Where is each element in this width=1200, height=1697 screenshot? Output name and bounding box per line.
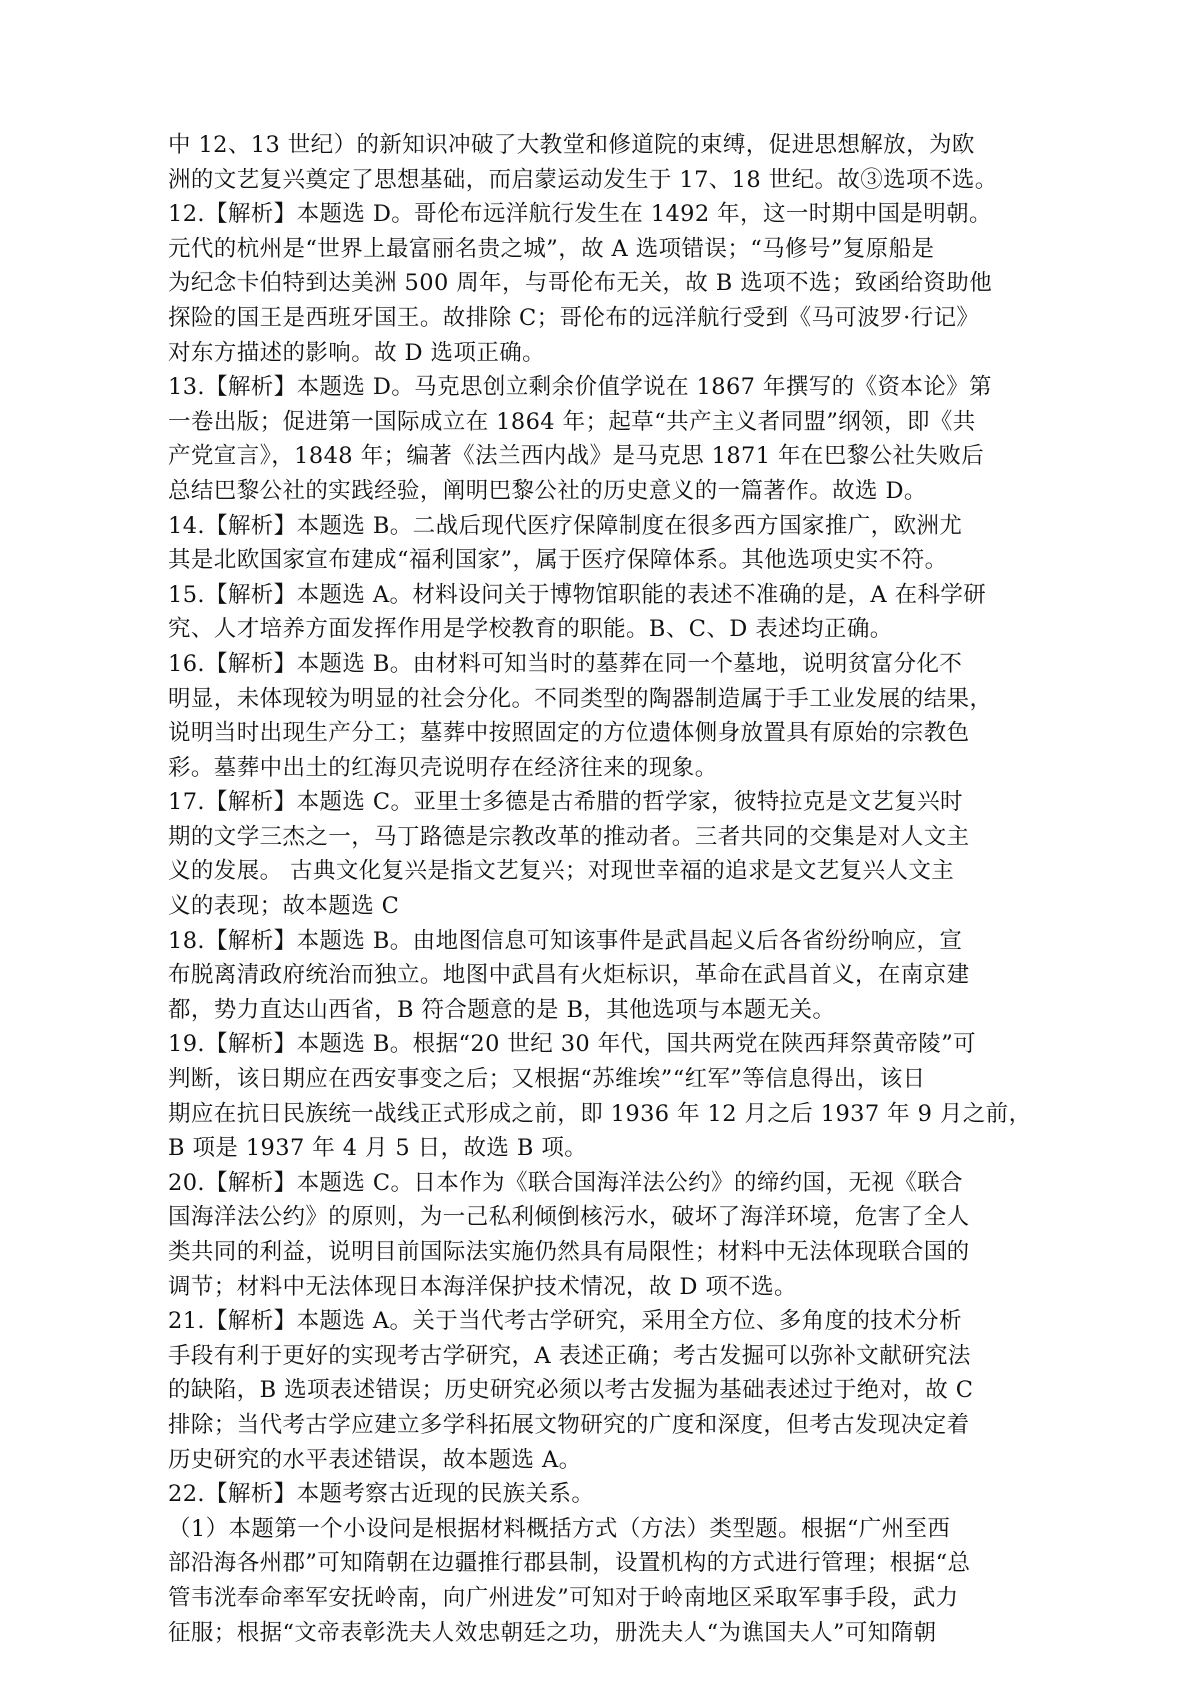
text-line: 义的发展。 古典文化复兴是指文艺复兴；对现世幸福的追求是文艺复兴人文主 bbox=[168, 858, 955, 885]
text-line: 总结巴黎公社的实践经验，阐明巴黎公社的历史意义的一篇著作。故选 D。 bbox=[168, 477, 927, 504]
question-14-analysis: 14.【解析】本题选 B。二战后现代医疗保障制度在很多西方国家推广，欧洲尤 bbox=[168, 512, 963, 539]
question-16-analysis: 16.【解析】本题选 B。由材料可知当时的墓葬在同一个墓地，说明贫富分化不 bbox=[168, 650, 963, 677]
answer-analysis-text bbox=[168, 128, 1038, 1650]
text-line: 历史研究的水平表述错误，故本题选 A。 bbox=[168, 1446, 582, 1473]
question-18-analysis: 18.【解析】本题选 B。由地图信息可知该事件是武昌起义后各省纷纷响应，宣 bbox=[168, 927, 963, 954]
text-line: 国海洋法公约》的原则，为一己私利倾倒核污水，破坏了海洋环境，危害了全人 bbox=[168, 1204, 970, 1231]
text-line: 调节；材料中无法体现日本海洋保护技术情况，故 D 项不选。 bbox=[168, 1273, 797, 1300]
text-line: 布脱离清政府统治而独立。地图中武昌有火炬标识，革命在武昌首义，在南京建 bbox=[168, 962, 970, 989]
text-line: 彩。墓葬中出土的红海贝壳说明存在经济往来的现象。 bbox=[168, 754, 718, 781]
question-19-analysis: 19.【解析】本题选 B。根据“20 世纪 30 年代，国共两党在陕西拜祭黄帝陵”可 bbox=[168, 1031, 976, 1058]
text-line: 一卷出版；促进第一国际成立在 1864 年；起草“共产主义者同盟”纲领，即《共 bbox=[168, 408, 976, 435]
text-line: 中 12、13 世纪）的新知识冲破了大教堂和修道院的束缚，促进思想解放，为欧 bbox=[168, 132, 975, 158]
question-20-analysis: 20.【解析】本题选 C。日本作为《联合国海洋法公约》的缔约国，无视《联合 bbox=[168, 1169, 963, 1196]
text-line: 明显，未体现较为明显的社会分化。不同类型的陶器制造属于手工业发展的结果， bbox=[168, 685, 993, 712]
text-line: 产党宣言》，1848 年；编著《法兰西内战》是马克思 1871 年在巴黎公社失败后 bbox=[168, 443, 985, 470]
text-line: 说明当时出现生产分工；墓葬中按照固定的方位遗体侧身放置具有原始的宗教色 bbox=[168, 720, 970, 747]
text-line: 其是北欧国家宣布建成“福利国家”，属于医疗保障体系。其他选项史实不符。 bbox=[168, 547, 948, 574]
question-12-analysis: 12.【解析】本题选 D。哥伦布远洋航行发生在 1492 年，这一时期中国是明朝。 bbox=[168, 201, 992, 228]
text-line: 征服；根据“文帝表彰洗夫人效忠朝廷之功，册洗夫人“为谯国夫人”可知隋朝 bbox=[168, 1619, 937, 1646]
text-line: 为纪念卡伯特到达美洲 500 周年，与哥伦布无关，故 B 选项不选；致函给资助他 bbox=[168, 270, 993, 297]
text-line: 排除；当代考古学应建立多学科拓展文物研究的广度和深度，但考古发现决定着 bbox=[168, 1411, 970, 1438]
text-line: 手段有利于更好的实现考古学研究，A 表述正确；考古发掘可以弥补文献研究法 bbox=[168, 1342, 971, 1369]
text-line: 期的文学三杰之一，马丁路德是宗教改革的推动者。三者共同的交集是对人文主 bbox=[168, 823, 970, 850]
text-line: 义的表现；故本题选 C bbox=[168, 893, 400, 920]
question-15-analysis: 15.【解析】本题选 A。材料设问关于博物馆职能的表述不准确的是，A 在科学研 bbox=[168, 581, 987, 608]
text-line: B 项是 1937 年 4 月 5 日，故选 B 项。 bbox=[168, 1135, 588, 1162]
text-line: 的缺陷，B 选项表述错误；历史研究必须以考古发掘为基础表述过于绝对，故 C bbox=[168, 1377, 974, 1404]
text-line: 都，势力直达山西省，B 符合题意的是 B，其他选项与本题无关。 bbox=[168, 996, 836, 1023]
text-line: 部沿海各州郡”可知隋朝在边疆推行郡县制，设置机构的方式进行管理；根据“总 bbox=[168, 1550, 971, 1577]
text-line: 洲的文艺复兴奠定了思想基础，而启蒙运动发生于 17、18 世纪。故③选项不选。 bbox=[168, 166, 998, 193]
question-13-analysis: 13.【解析】本题选 D。马克思创立剩余价值学说在 1867 年撰写的《资本论》第 bbox=[168, 374, 992, 401]
text-line: 对东方描述的影响。故 D 选项正确。 bbox=[168, 339, 546, 366]
question-22-analysis: 22.【解析】本题考察古近现的民族关系。 bbox=[168, 1481, 595, 1508]
text-line: 究、人才培养方面发挥作用是学校教育的职能。B、C、D 表述均正确。 bbox=[168, 616, 893, 643]
question-21-analysis: 21.【解析】本题选 A。关于当代考古学研究，采用全方位、多角度的技术分析 bbox=[168, 1308, 962, 1335]
text-line: 类共同的利益，说明目前国际法实施仍然具有局限性；材料中无法体现联合国的 bbox=[168, 1239, 970, 1265]
text-line: 判断，该日期应在西安事变之后；又根据“苏维埃”“红军”等信息得出，该日 bbox=[168, 1066, 926, 1093]
text-line: 探险的国王是西班牙国王。故排除 C；哥伦布的远洋航行受到《马可波罗·行记》 bbox=[168, 304, 980, 331]
sub-question-1: （1）本题第一个小设问是根据材料概括方式（方法）类型题。根据“广州至西 bbox=[168, 1515, 951, 1542]
text-line: 管韦洸奉命率军安抚岭南，向广州进发”可知对于岭南地区采取军事手段，武力 bbox=[168, 1584, 959, 1611]
text-line: 元代的杭州是“世界上最富丽名贵之城”，故 A 选项错误；“马修号”复原船是 bbox=[168, 235, 935, 262]
text-line: 期应在抗日民族统一战线正式形成之前，即 1936 年 12 月之后 1937 年 9 月之前， bbox=[168, 1100, 1032, 1127]
question-17-analysis: 17.【解析】本题选 C。亚里士多德是古希腊的哲学家，彼特拉克是文艺复兴时 bbox=[168, 789, 963, 816]
